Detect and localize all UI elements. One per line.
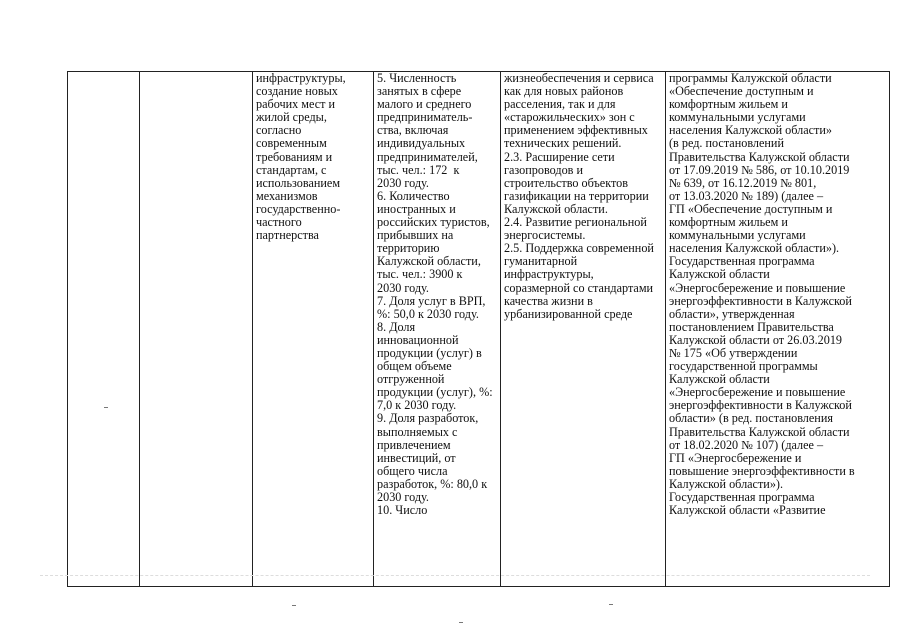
continuation-table bbox=[67, 71, 890, 587]
scan-speck bbox=[104, 407, 108, 408]
table-cell-tasks: жизнеобеспечения и сервиса как для новых районов расселения, так и для «старожильческих» зон с применением эффективных технических решений. 2.3. Расширение сети газопроводов и строительство объектов газификации на территории Калужской области. 2.4. Развитие региональной энергосистемы. 2.5. Поддержка современной гуманитарной инфраструктуры, соразмерной со стандартами качества жизни в урбанизированной среде bbox=[501, 72, 666, 587]
scan-speck bbox=[609, 604, 613, 605]
table-cell-programs: программы Калужской области «Обеспечение доступным и комфортным жильем и коммунальными услугами населения Калужской области» (в ред. постановлений Правительства Калужской области от 17.09.2019 № 586, от 10.10.2019 № 639, от 16.12.2019 № 801, от 13.03.2020 № 189) (далее – ГП «Обеспечение доступным и комфортным жильем и коммунальными услугами населения Калужской области»). Государственная программа Калужской области «Энергосбережение и повышение энергоэффективности в Калужской области», утвержденная постановлением Правительства Калужской области от 26.03.2019 № 175 «Об утверждении государственной программы Калужской области «Энергосбережение и повышение энергоэффективности в Калужской области» (в ред. постановления Правительства Калужской области от 18.02.2020 № 107) (далее – ГП «Энергосбережение и повышение энергоэффективности в Калужской области»). Государственная программа Калужской области «Развитие bbox=[666, 72, 890, 587]
table-cell-goal: инфраструктуры, создание новых рабочих мест и жилой среды, согласно современным требованиям и стандартам, с использованием механизмов государственно- частного партнерства bbox=[253, 72, 374, 587]
scan-artifact-line bbox=[40, 575, 870, 576]
table-cell-direction bbox=[140, 72, 253, 587]
scan-speck bbox=[292, 605, 296, 606]
table-cell-number bbox=[68, 72, 140, 587]
scan-speck bbox=[459, 622, 463, 623]
table-row bbox=[68, 72, 890, 587]
table-cell-indicators: 5. Численность занятых в сфере малого и среднего предприниматель- ства, включая индивидуальных предпринимателей, тыс. чел.: 172 к 2030 году. 6. Количество иностранных и российских туристов, прибывших на территорию Калужской области, тыс. чел.: 3900 к 2030 году. 7. Доля услуг в ВРП, %: 50,0 к 2030 году. 8. Доля инновационной продукции (услуг) в общем объеме отгруженной продукции (услуг), %: 7,0 к 2030 году. 9. Доля разработок, выполняемых с привлечением инвестиций, от общего числа разработок, %: 80,0 к 2030 году. 10. Число bbox=[374, 72, 501, 587]
